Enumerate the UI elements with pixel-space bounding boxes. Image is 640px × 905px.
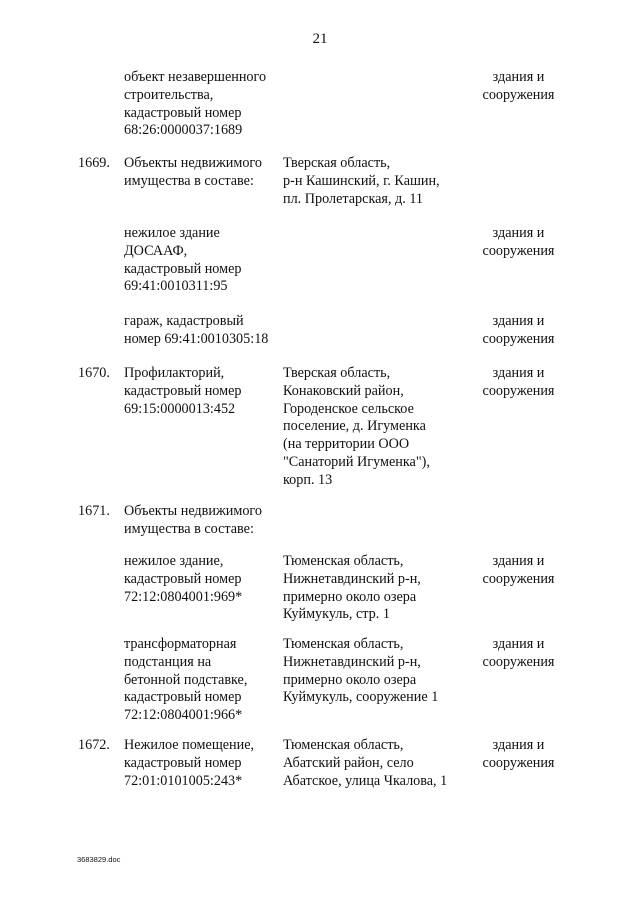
document-filename: 3683829.doc — [77, 855, 121, 864]
address-line: Тверская область, — [283, 155, 391, 171]
object-name-line: 72:01:0101005:243* — [124, 772, 243, 789]
object-name-cell — [124, 69, 280, 140]
object-name-line: 72:12:0804001:969* — [124, 588, 243, 605]
object-name-line: кадастровый номер — [124, 382, 242, 399]
entry-number: 1670. — [78, 365, 110, 381]
category-line: сооружения — [482, 754, 555, 771]
object-name-line: ДОСААФ, — [124, 242, 188, 259]
category-cell — [476, 313, 561, 349]
object-name-line: имущества в составе: — [124, 520, 254, 537]
category-cell — [476, 553, 561, 589]
address-line: поселение, д. Игуменка — [283, 418, 426, 435]
address-cell — [283, 737, 473, 790]
entry-number: 1669. — [78, 155, 110, 171]
object-name-cell — [124, 553, 280, 606]
category-cell — [476, 69, 561, 105]
category-cell — [476, 636, 561, 672]
object-name-line: кадастровый номер — [124, 570, 242, 587]
category-line: здания и — [492, 69, 545, 85]
object-name-line: Объекты недвижимого — [124, 155, 262, 171]
category-line: здания и — [492, 313, 545, 329]
address-line: "Санаторий Игуменка"), — [283, 453, 430, 470]
object-name-line: кадастровый номер — [124, 689, 242, 706]
object-name-line: кадастровый номер — [124, 754, 242, 771]
address-line: Тюменская область, — [283, 553, 404, 569]
object-name-line: подстанция на — [124, 653, 212, 670]
object-name-line: имущества в составе: — [124, 172, 254, 189]
address-line: Нижнетавдинский р-н, — [283, 653, 421, 670]
category-line: здания и — [492, 636, 545, 652]
category-line: здания и — [492, 553, 545, 569]
object-name-cell — [124, 313, 280, 349]
object-name-line: Объекты недвижимого — [124, 503, 262, 519]
address-cell — [283, 155, 473, 208]
object-name-cell — [124, 225, 280, 296]
address-cell — [283, 365, 473, 490]
category-cell — [476, 225, 561, 261]
object-name-line: бетонной подставке, — [124, 671, 248, 688]
object-name-line: кадастровый номер — [124, 260, 242, 277]
object-name-cell — [124, 503, 280, 539]
address-line: примерно около озера — [283, 588, 417, 605]
object-name-line: кадастровый номер — [124, 104, 242, 121]
object-name-line: 68:26:0000037:1689 — [124, 122, 243, 139]
address-line: пл. Пролетарская, д. 11 — [283, 190, 424, 207]
object-name-line: гараж, кадастровый — [124, 313, 244, 329]
object-name-line: строительства, — [124, 86, 214, 103]
category-cell — [476, 365, 561, 401]
address-line: Абатское, улица Чкалова, 1 — [283, 772, 448, 789]
object-name-line: трансформаторная — [124, 636, 237, 652]
object-name-line: 72:12:0804001:966* — [124, 707, 243, 724]
object-name-line: 69:15:0000013:452 — [124, 400, 236, 417]
address-line: Тюменская область, — [283, 636, 404, 652]
object-name-cell — [124, 155, 280, 191]
object-name-cell — [124, 636, 280, 725]
object-name-line: нежилое здание, — [124, 553, 224, 569]
category-line: здания и — [492, 225, 545, 241]
address-line: Тверская область, — [283, 365, 391, 381]
address-cell — [283, 636, 473, 707]
object-name-line: объект незавершенного — [124, 69, 267, 85]
address-line: р-н Кашинский, г. Кашин, — [283, 172, 440, 189]
entry-number: 1672. — [78, 737, 110, 753]
category-line: сооружения — [482, 330, 555, 347]
object-name-cell — [124, 737, 280, 790]
category-line: здания и — [492, 365, 545, 381]
page-number: 21 — [312, 31, 328, 47]
object-name-line: номер 69:41:0010305:18 — [124, 330, 269, 347]
address-line: примерно около озера — [283, 671, 417, 688]
address-line: Нижнетавдинский р-н, — [283, 570, 421, 587]
address-line: Городенское сельское — [283, 400, 414, 417]
address-cell — [283, 553, 473, 624]
address-line: Конаковский район, — [283, 382, 404, 399]
address-line: Куймукуль, сооружение 1 — [283, 689, 439, 706]
category-line: здания и — [492, 737, 545, 753]
object-name-cell — [124, 365, 280, 418]
object-name-line: Профилакторий, — [124, 365, 225, 381]
category-line: сооружения — [482, 653, 555, 670]
entry-number: 1671. — [78, 503, 110, 519]
address-line: Куймукуль, стр. 1 — [283, 606, 390, 623]
address-line: Абатский район, село — [283, 754, 414, 771]
address-line: корп. 13 — [283, 471, 333, 488]
address-line: (на территории ООО — [283, 436, 410, 453]
category-cell — [476, 737, 561, 773]
object-name-line: Нежилое помещение, — [124, 737, 255, 753]
address-line: Тюменская область, — [283, 737, 404, 753]
category-line: сооружения — [482, 86, 555, 103]
category-line: сооружения — [482, 242, 555, 259]
object-name-line: 69:41:0010311:95 — [124, 278, 228, 295]
category-line: сооружения — [482, 570, 555, 587]
category-line: сооружения — [482, 382, 555, 399]
object-name-line: нежилое здание — [124, 225, 220, 241]
